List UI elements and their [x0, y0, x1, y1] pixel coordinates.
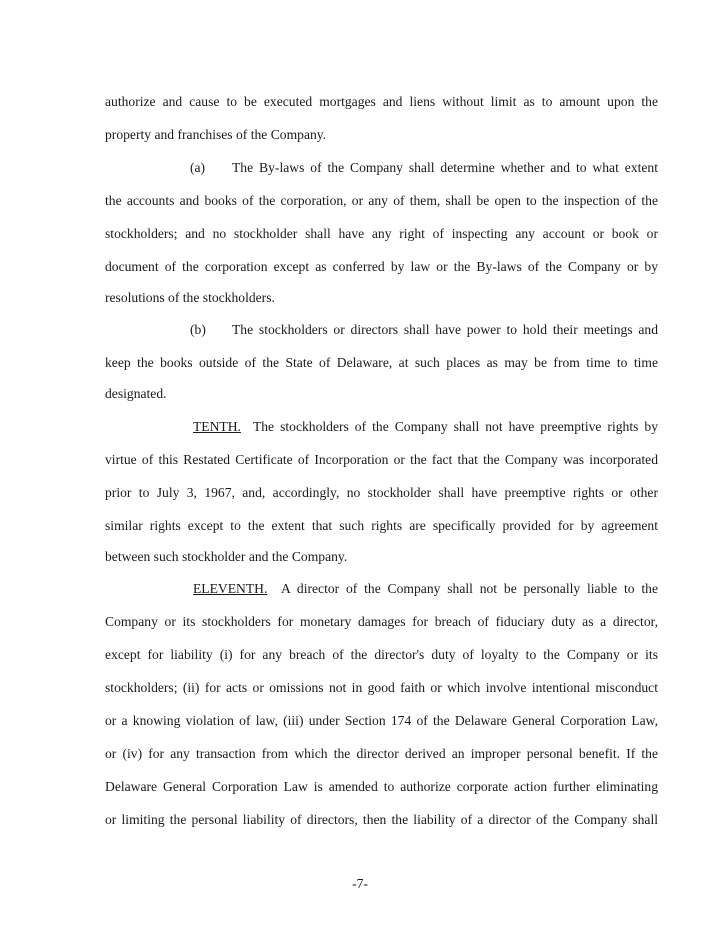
text-line: A director of the Company shall not be personally liable to the — [281, 581, 659, 596]
article-tenth-first-line — [193, 417, 658, 437]
text-line: stockholders; and no stockholder shall have any right of inspecting any account or book or — [105, 226, 658, 241]
page-number: -7- — [352, 876, 368, 891]
text-line: or limiting the personal liability of directors, then the liability of a director of the Company shall — [105, 812, 658, 827]
text-line: virtue of this Restated Certificate of Incorporation or the fact that the Company was incorporated — [105, 452, 658, 467]
text-line: authorize and cause to be executed mortgages and liens without limit as to amount upon the — [105, 94, 658, 109]
text-line: The stockholders of the Company shall not have preemptive rights by — [252, 419, 658, 434]
text-line: designated. — [105, 386, 167, 401]
text-line: prior to July 3, 1967, and, accordingly, no stockholder shall have preemptive rights or other — [105, 485, 658, 500]
text-line: Company or its stockholders for monetary damages for breach of fiduciary duty as a director, — [105, 614, 658, 629]
text-line: except for liability (i) for any breach of the director's duty of loyalty to the Company or its — [105, 647, 658, 662]
paragraph-b-first-line — [190, 320, 658, 340]
text-line: Delaware General Corporation Law is amended to authorize corporate action further eliminating — [105, 779, 658, 794]
paragraph-a-first-line — [190, 158, 658, 178]
text-line: resolutions of the stockholders. — [105, 290, 275, 305]
article-heading-eleventh: ELEVENTH. — [193, 581, 268, 596]
text-line: The stockholders or directors shall have power to hold their meetings and — [232, 322, 658, 337]
text-line: the accounts and books of the corporation, or any of them, shall be open to the inspection of the — [105, 193, 658, 208]
text-line: The By-laws of the Company shall determine whether and to what extent — [232, 160, 658, 175]
text-line: stockholders; (ii) for acts or omissions not in good faith or which involve intentional misconduct — [105, 680, 658, 695]
text-line: between such stockholder and the Company. — [105, 549, 348, 564]
text-line: property and franchises of the Company. — [105, 127, 327, 142]
text-line: similar rights except to the extent that such rights are specifically provided for by agreement — [105, 518, 658, 533]
text-line: keep the books outside of the State of Delaware, at such places as may be from time to time — [105, 355, 658, 370]
clause-label-a: (a) — [190, 160, 206, 175]
article-heading-tenth: TENTH. — [193, 419, 241, 434]
text-line: or (iv) for any transaction from which the director derived an improper personal benefit. If the — [105, 746, 658, 761]
text-line: or a knowing violation of law, (iii) under Section 174 of the Delaware General Corporation Law, — [105, 713, 658, 728]
clause-label-b: (b) — [190, 322, 206, 337]
text-line: document of the corporation except as conferred by law or the By-laws of the Company or by — [105, 259, 658, 274]
article-eleventh-first-line — [193, 579, 658, 599]
